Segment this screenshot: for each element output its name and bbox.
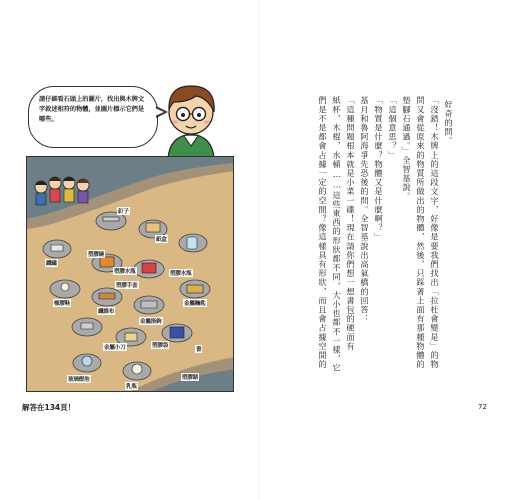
item-label: 玻璃燈泡	[68, 377, 90, 383]
text-column: 紙杯，木棍，水桶……這些東西的形狀都不同，大小也都不一樣，它	[332, 96, 342, 373]
page-number: 72	[478, 403, 487, 411]
text-column: 基月和魯阿海爭先恐後的問。全智基說出高氣橋的回答：	[360, 96, 370, 324]
text-column: 們是不是都會占據一定的空間？像這樣具有形狀，而且會占據空間的	[318, 96, 328, 369]
host-character-illustration	[160, 78, 222, 160]
item-label: 書	[196, 347, 202, 353]
text-column: 問又會從原來的物質所做出的物體，然後，只踩著上面有那種物體的	[416, 96, 426, 369]
text-column: 「這種問題根本就是小菜一碟！現在請你們想一想書包的硬面有	[346, 96, 356, 351]
stone-path-scene	[26, 156, 234, 392]
text-column: 「物質是什麼？物體又是什麼啊？」	[374, 96, 384, 242]
item-label: 塑膠碗	[88, 252, 105, 258]
item-label: 紙盒	[156, 237, 167, 243]
text-column: 墊腳石通過。」全智基說。	[402, 96, 412, 202]
item-label: 塑膠水瓶	[114, 269, 136, 275]
item-label: 纖維布	[98, 309, 115, 315]
answer-note: 解答在134頁！	[22, 403, 76, 412]
item-label: 塑膠錶	[182, 375, 199, 381]
text-column: 「這個意思？」	[388, 96, 398, 160]
item-label: 乳瓶	[126, 384, 137, 390]
right-page	[260, 0, 520, 500]
item-label: 釘子	[118, 209, 129, 215]
item-label: 塑膠袋	[152, 343, 169, 349]
item-label: 鐵罐	[46, 261, 57, 267]
item-label: 橡膠鞋	[54, 301, 71, 307]
item-label: 金屬鑰匙	[184, 301, 206, 307]
item-label: 金屬小刀	[104, 345, 126, 351]
speech-bubble	[28, 86, 158, 148]
speech-bubble-text: 請仔細看石頭上的圖片，找出與木牌文字敘述相符的物體，並圖片標示它們是哪些。	[39, 96, 145, 123]
item-label: 塑膠手套	[116, 283, 138, 289]
item-label: 金屬掛鉤	[140, 319, 162, 325]
text-column: 好奇的問。	[444, 100, 454, 146]
item-label: 塑膠水瓶	[170, 271, 192, 277]
text-column: 「沒錯！木牌上的這段文字，好像是要我們找出「拉杜會變是」的物	[430, 96, 440, 369]
